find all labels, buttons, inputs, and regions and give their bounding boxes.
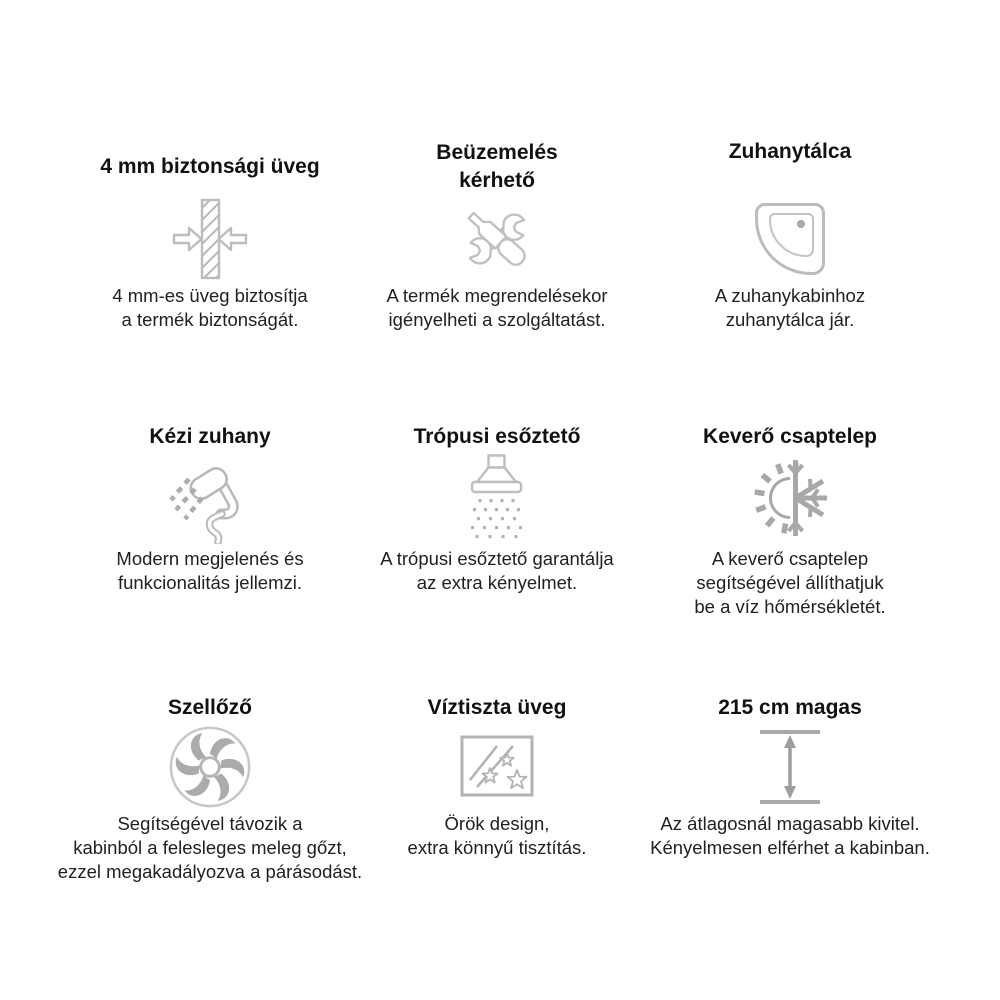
feature-card-hand-shower <box>30 421 390 595</box>
clear-glass-icon <box>460 724 534 810</box>
feature-title <box>428 692 567 724</box>
height-measure-icon <box>748 724 832 810</box>
feature-description: Segítségével távozik a kabinból a felesleges meleg gőzt, ezzel megakadályozva a párásodást. <box>57 813 363 882</box>
feature-description: Modern megjelenés és funkcionalitás jellemzi. <box>116 548 304 593</box>
feature-title-line: Keverő csaptelep <box>703 425 877 448</box>
feature-title-line: 215 cm magas <box>718 696 862 719</box>
feature-title <box>729 138 852 196</box>
feature-description: Az átlagosnál magasabb kivitel. Kényelmesen elférhet a kabinban. <box>650 813 930 858</box>
shower-tray-icon <box>755 196 825 282</box>
feature-title <box>414 421 581 453</box>
feature-title-line: 4 mm biztonsági üveg <box>100 155 320 178</box>
drain-dot <box>797 220 805 228</box>
feature-title-line: Szellőző <box>167 696 252 719</box>
feature-title <box>703 421 877 453</box>
feature-card-ventilation <box>20 692 400 884</box>
fan-icon <box>167 724 253 810</box>
feature-description: A termék megrendelésekor igényelheti a szolgáltatást. <box>386 285 608 330</box>
feature-description: 4 mm-es üveg biztosítja a termék biztonságát. <box>112 285 308 330</box>
feature-card-height <box>612 692 968 860</box>
feature-card-safety-glass <box>30 138 390 332</box>
feature-card-rain-shower <box>352 421 642 595</box>
feature-title-line: Víztiszta üveg <box>427 696 567 719</box>
glass-thickness-icon <box>169 196 251 282</box>
feature-card-installation <box>352 138 642 332</box>
feature-card-clear-glass <box>352 692 642 860</box>
feature-title-line: Trópusi esőztető <box>413 425 581 448</box>
feature-description: A trópusi esőztető garantálja az extra kényelmet. <box>380 548 614 593</box>
rain-shower-icon <box>456 453 538 545</box>
hot-cold-icon <box>744 453 836 545</box>
tools-icon <box>457 196 537 282</box>
feature-title-line: Zuhanytálca <box>728 140 852 163</box>
feature-title <box>168 692 252 724</box>
feature-title <box>436 138 557 196</box>
feature-description: A zuhanykabinhoz zuhanytálca jár. <box>714 285 866 330</box>
feature-title-line: Beüzemelés <box>436 141 558 164</box>
hand-shower-icon <box>164 453 256 545</box>
feature-title <box>718 692 862 724</box>
feature-card-mixer-tap <box>622 421 958 619</box>
feature-title <box>149 421 270 453</box>
feature-title-line: Kézi zuhany <box>149 425 271 448</box>
feature-title <box>100 138 319 196</box>
feature-description: Örök design, extra könnyű tisztítás. <box>407 813 587 858</box>
feature-card-shower-tray <box>622 138 958 332</box>
feature-title-line: kérhető <box>459 169 535 192</box>
feature-description: A keverő csaptelep segítségével állíthatjuk be a víz hőmérsékletét. <box>694 548 886 617</box>
